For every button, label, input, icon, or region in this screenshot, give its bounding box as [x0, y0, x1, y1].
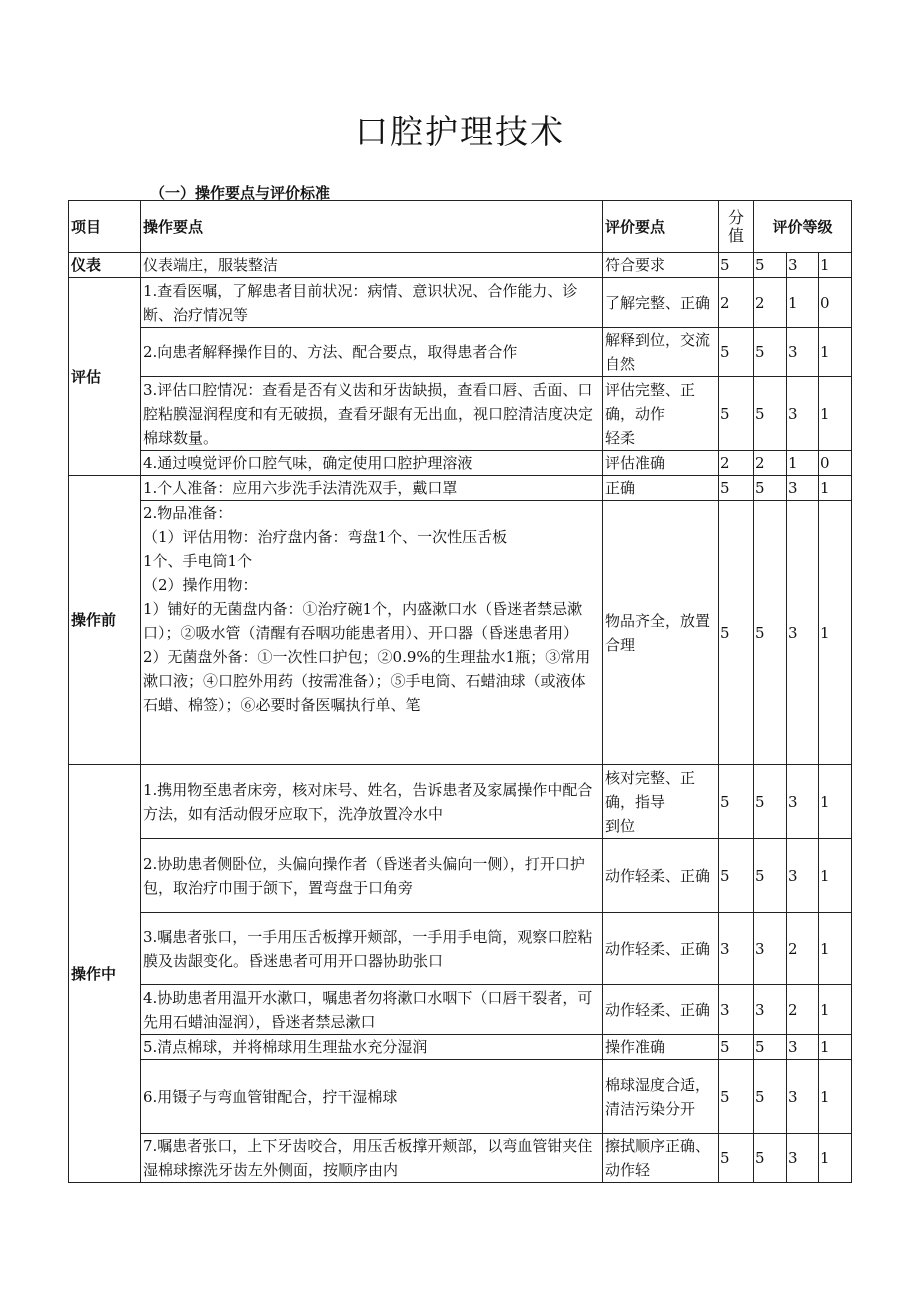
row-score: 5: [719, 1060, 754, 1134]
row-score: 3: [719, 985, 754, 1035]
row-grade-a: 5: [754, 839, 787, 913]
table-row: [69, 253, 852, 278]
row-score: 2: [719, 278, 754, 328]
row-grade-c: 1: [819, 985, 852, 1035]
section-label: 操作前: [69, 476, 141, 765]
row-grade-a: 5: [754, 328, 787, 377]
row-grade-c: 0: [819, 278, 852, 328]
row-criteria: 动作轻柔、正确: [603, 839, 719, 913]
row-grade-c: 1: [819, 476, 852, 501]
row-score: 5: [719, 839, 754, 913]
header-points: 操作要点: [141, 201, 603, 253]
evaluation-table: [68, 200, 852, 1183]
table-row: [69, 985, 852, 1035]
table-row: [69, 839, 852, 913]
row-criteria: 正确: [603, 476, 719, 501]
row-grade-c: 1: [819, 1060, 852, 1134]
row-criteria: 操作准确: [603, 1035, 719, 1060]
row-grade-b: 3: [787, 377, 819, 451]
row-points: 2.向患者解释操作目的、方法、配合要点，取得患者合作: [141, 328, 603, 377]
row-points: 5.清点棉球，并将棉球用生理盐水充分湿润: [141, 1035, 603, 1060]
row-grade-a: 5: [754, 765, 787, 839]
page-title: 口腔护理技术: [355, 112, 565, 151]
row-grade-a: 3: [754, 913, 787, 985]
row-criteria: 评估准确: [603, 451, 719, 476]
row-criteria: 擦拭顺序正确、动作轻: [603, 1134, 719, 1183]
row-criteria: 符合要求: [603, 253, 719, 278]
row-score: 5: [719, 1134, 754, 1183]
row-grade-b: 2: [787, 985, 819, 1035]
section-label: 操作中: [69, 765, 141, 1183]
row-points: 1.携用物至患者床旁，核对床号、姓名，告诉患者及家属操作中配合方法，如有活动假牙应取下，洗净放置冷水中: [141, 765, 603, 839]
section-subtitle: （一）操作要点与评价标准: [150, 184, 331, 202]
row-points: 4.通过嗅觉评价口腔气味，确定使用口腔护理溶液: [141, 451, 603, 476]
table-row: [69, 476, 852, 501]
row-score: 5: [719, 253, 754, 278]
row-score: 2: [719, 451, 754, 476]
row-score: 5: [719, 1035, 754, 1060]
table-row: [69, 1035, 852, 1060]
row-points: 1.个人准备：应用六步洗手法清洗双手，戴口罩: [141, 476, 603, 501]
row-score: 5: [719, 328, 754, 377]
section-label: 仪表: [69, 253, 141, 278]
table-row: [69, 377, 852, 451]
section-label: 评估: [69, 278, 141, 476]
row-points: 4.协助患者用温开水漱口，嘱患者勿将漱口水咽下（口唇干裂者，可先用石蜡油湿润），昏迷者禁忌漱口: [141, 985, 603, 1035]
row-criteria: 棉球湿度合适，清洁污染分开: [603, 1060, 719, 1134]
row-score: 5: [719, 476, 754, 501]
row-criteria: 评估完整、正确，动作 轻柔: [603, 377, 719, 451]
row-grade-a: 5: [754, 1134, 787, 1183]
row-grade-a: 5: [754, 253, 787, 278]
row-grade-a: 5: [754, 377, 787, 451]
row-grade-b: 3: [787, 328, 819, 377]
row-grade-c: 1: [819, 1134, 852, 1183]
row-grade-a: 3: [754, 985, 787, 1035]
row-points: 7.嘱患者张口，上下牙齿咬合，用压舌板撑开颊部，以弯血管钳夹住湿棉球擦洗牙齿左外侧面，按顺序由内: [141, 1134, 603, 1183]
row-points: 3.评估口腔情况：查看是否有义齿和牙齿缺损，查看口唇、舌面、口腔粘膜湿润程度和有无破损，查看牙龈有无出血，视口腔清洁度决定棉球数量。: [141, 377, 603, 451]
table-row: [69, 765, 852, 839]
table-row: [69, 328, 852, 377]
table-row: [69, 1134, 852, 1183]
row-points: 3.嘱患者张口，一手用压舌板撑开颊部，一手用手电筒，观察口腔粘膜及齿龈变化。昏迷患者可用开口器协助张口: [141, 913, 603, 985]
header-criteria: 评价要点: [603, 201, 719, 253]
row-criteria: 解释到位，交流自然: [603, 328, 719, 377]
row-grade-b: 3: [787, 1035, 819, 1060]
row-score: 5: [719, 377, 754, 451]
row-grade-c: 1: [819, 328, 852, 377]
row-grade-c: 1: [819, 377, 852, 451]
row-criteria: 动作轻柔、正确: [603, 985, 719, 1035]
row-grade-b: 1: [787, 278, 819, 328]
row-points: 6.用镊子与弯血管钳配合，拧干湿棉球: [141, 1060, 603, 1134]
row-points: 1.查看医嘱，了解患者目前状况：病情、意识状况、合作能力、诊断、治疗情况等: [141, 278, 603, 328]
header-item: 项目: [69, 201, 141, 253]
row-grade-c: 1: [819, 501, 852, 765]
row-points: 2.物品准备： （1）评估用物：治疗盘内备：弯盘1个、一次性压舌板 1个、手电筒1个 （2）操作用物： 1）铺好的无菌盘内备：①治疗碗1个，内盛漱口水（昏迷者禁忌漱口）；②吸水管（清醒有吞咽功能患者用）、开口器（昏迷患者用） 2）无菌盘外备：①一次性口护包；②0.9%的生理盐水1瓶；③常用漱口液；④口腔外用药（按需准备）；⑤手电筒、石蜡油球（或液体石蜡、棉签）；⑥必要时备医嘱执行单、笔: [141, 501, 603, 765]
row-grade-c: 0: [819, 451, 852, 476]
table-row: [69, 913, 852, 985]
row-criteria: 核对完整、正确，指导 到位: [603, 765, 719, 839]
table-row: [69, 451, 852, 476]
row-grade-c: 1: [819, 913, 852, 985]
row-grade-b: 2: [787, 913, 819, 985]
table-row: [69, 1060, 852, 1134]
row-criteria: 物品齐全，放置合理: [603, 501, 719, 765]
row-points: 2.协助患者侧卧位，头偏向操作者（昏迷者头偏向一侧），打开口护包，取治疗巾围于颌下，置弯盘于口角旁: [141, 839, 603, 913]
row-grade-b: 3: [787, 1060, 819, 1134]
row-grade-a: 5: [754, 1035, 787, 1060]
row-grade-c: 1: [819, 1035, 852, 1060]
header-score: 分值: [719, 201, 754, 253]
row-grade-a: 5: [754, 476, 787, 501]
table-header-row: [69, 201, 852, 253]
row-grade-b: 3: [787, 476, 819, 501]
row-grade-b: 3: [787, 501, 819, 765]
row-score: 5: [719, 765, 754, 839]
row-grade-b: 3: [787, 765, 819, 839]
row-grade-b: 3: [787, 1134, 819, 1183]
row-grade-a: 2: [754, 451, 787, 476]
row-grade-a: 5: [754, 501, 787, 765]
row-criteria: 动作轻柔、正确: [603, 913, 719, 985]
row-score: 3: [719, 913, 754, 985]
row-points: 仪表端庄，服装整洁: [141, 253, 603, 278]
table-row: [69, 501, 852, 765]
header-grade: 评价等级: [754, 201, 852, 253]
row-grade-a: 2: [754, 278, 787, 328]
row-score: 5: [719, 501, 754, 765]
table-row: [69, 278, 852, 328]
row-criteria: 了解完整、正确: [603, 278, 719, 328]
row-grade-b: 1: [787, 451, 819, 476]
row-grade-c: 1: [819, 765, 852, 839]
row-grade-a: 5: [754, 1060, 787, 1134]
row-grade-b: 3: [787, 839, 819, 913]
row-grade-c: 1: [819, 839, 852, 913]
row-grade-b: 3: [787, 253, 819, 278]
row-grade-c: 1: [819, 253, 852, 278]
